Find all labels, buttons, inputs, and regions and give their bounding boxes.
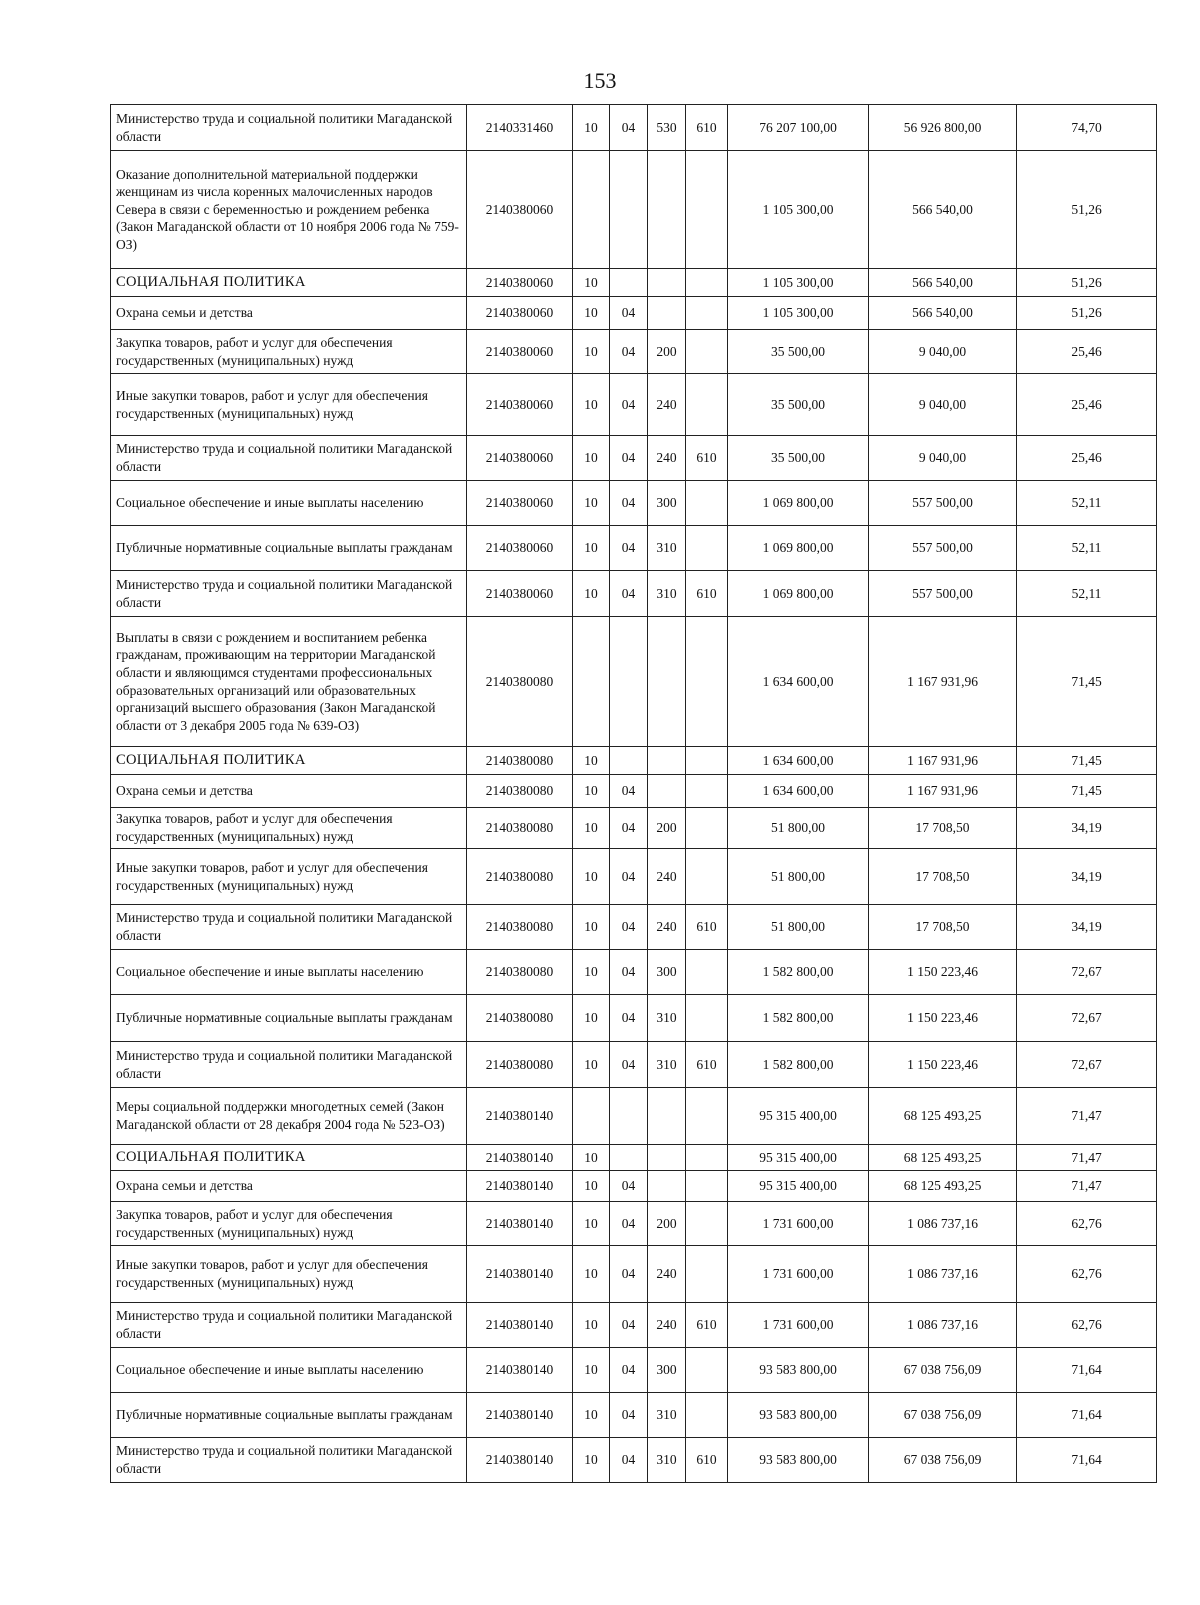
administrator-code: 610 [686,105,728,151]
target-code: 2140380140 [467,1171,573,1202]
item-name: Министерство труда и социальной политики Магаданской области [111,1303,467,1348]
actual-amount: 557 500,00 [869,571,1017,617]
target-code: 2140380060 [467,297,573,330]
actual-amount: 68 125 493,25 [869,1171,1017,1202]
target-code: 2140380060 [467,526,573,571]
subsection-code: 04 [610,1202,648,1246]
target-code: 2140380080 [467,775,573,808]
planned-amount: 35 500,00 [728,374,869,436]
subsection-code [610,617,648,747]
subsection-code [610,1088,648,1145]
expense-type-code: 240 [648,1303,686,1348]
planned-amount: 1 105 300,00 [728,297,869,330]
subsection-code: 04 [610,481,648,526]
section-code: 10 [573,950,610,995]
expense-type-code: 300 [648,481,686,526]
expense-type-code: 310 [648,1393,686,1438]
administrator-code [686,374,728,436]
subsection-code: 04 [610,1438,648,1483]
item-name: СОЦИАЛЬНАЯ ПОЛИТИКА [111,269,467,297]
item-name: Министерство труда и социальной политики Магаданской области [111,1042,467,1088]
execution-percent: 71,64 [1017,1393,1157,1438]
table-row [111,526,1157,571]
actual-amount: 67 038 756,09 [869,1438,1017,1483]
section-code: 10 [573,481,610,526]
actual-amount: 17 708,50 [869,905,1017,950]
execution-percent: 71,64 [1017,1348,1157,1393]
expense-type-code [648,269,686,297]
section-code: 10 [573,269,610,297]
planned-amount: 1 634 600,00 [728,617,869,747]
planned-amount: 93 583 800,00 [728,1393,869,1438]
actual-amount: 9 040,00 [869,330,1017,374]
subsection-code: 04 [610,105,648,151]
execution-percent: 34,19 [1017,808,1157,849]
administrator-code: 610 [686,905,728,950]
administrator-code [686,269,728,297]
table-row [111,571,1157,617]
table-row [111,1303,1157,1348]
section-code: 10 [573,747,610,775]
section-code: 10 [573,1042,610,1088]
subsection-code [610,269,648,297]
administrator-code [686,747,728,775]
section-code: 10 [573,775,610,808]
section-code: 10 [573,436,610,481]
item-name: Министерство труда и социальной политики Магаданской области [111,105,467,151]
target-code: 2140380080 [467,808,573,849]
administrator-code [686,151,728,269]
administrator-code: 610 [686,436,728,481]
section-code: 10 [573,105,610,151]
target-code: 2140380140 [467,1438,573,1483]
execution-percent: 34,19 [1017,849,1157,905]
execution-percent: 62,76 [1017,1303,1157,1348]
execution-percent: 71,47 [1017,1171,1157,1202]
planned-amount: 51 800,00 [728,808,869,849]
item-name: Публичные нормативные социальные выплаты гражданам [111,995,467,1042]
section-code [573,617,610,747]
execution-percent: 71,45 [1017,775,1157,808]
table-row [111,747,1157,775]
section-code: 10 [573,526,610,571]
subsection-code: 04 [610,950,648,995]
planned-amount: 1 731 600,00 [728,1246,869,1303]
target-code: 2140380080 [467,849,573,905]
target-code: 2140380080 [467,905,573,950]
actual-amount: 68 125 493,25 [869,1145,1017,1171]
planned-amount: 1 731 600,00 [728,1303,869,1348]
expense-type-code: 530 [648,105,686,151]
subsection-code: 04 [610,849,648,905]
planned-amount: 1 069 800,00 [728,571,869,617]
administrator-code [686,1171,728,1202]
section-code: 10 [573,571,610,617]
item-name: Охрана семьи и детства [111,1171,467,1202]
execution-percent: 71,64 [1017,1438,1157,1483]
section-code: 10 [573,808,610,849]
administrator-code [686,1393,728,1438]
expense-type-code: 310 [648,526,686,571]
section-code: 10 [573,1202,610,1246]
planned-amount: 1 105 300,00 [728,269,869,297]
actual-amount: 1 086 737,16 [869,1246,1017,1303]
item-name: Иные закупки товаров, работ и услуг для обеспечения государственных (муниципальных) нужд [111,374,467,436]
administrator-code [686,1202,728,1246]
actual-amount: 1 086 737,16 [869,1202,1017,1246]
actual-amount: 1 086 737,16 [869,1303,1017,1348]
planned-amount: 51 800,00 [728,905,869,950]
actual-amount: 1 167 931,96 [869,617,1017,747]
execution-percent: 25,46 [1017,374,1157,436]
subsection-code: 04 [610,297,648,330]
execution-percent: 34,19 [1017,905,1157,950]
expense-type-code [648,1145,686,1171]
section-code: 10 [573,1348,610,1393]
administrator-code [686,775,728,808]
expense-type-code [648,1088,686,1145]
administrator-code [686,1348,728,1393]
item-name: Социальное обеспечение и иные выплаты населению [111,950,467,995]
planned-amount: 93 583 800,00 [728,1348,869,1393]
actual-amount: 1 167 931,96 [869,775,1017,808]
actual-amount: 1 167 931,96 [869,747,1017,775]
execution-percent: 25,46 [1017,330,1157,374]
section-code [573,1088,610,1145]
target-code: 2140380080 [467,747,573,775]
table-row [111,1202,1157,1246]
actual-amount: 9 040,00 [869,436,1017,481]
actual-amount: 557 500,00 [869,526,1017,571]
expense-type-code [648,151,686,269]
actual-amount: 566 540,00 [869,297,1017,330]
target-code: 2140331460 [467,105,573,151]
subsection-code: 04 [610,1042,648,1088]
target-code: 2140380080 [467,1042,573,1088]
target-code: 2140380080 [467,995,573,1042]
section-code: 10 [573,330,610,374]
expense-type-code: 240 [648,1246,686,1303]
expense-type-code: 310 [648,1042,686,1088]
section-code: 10 [573,1438,610,1483]
table-row [111,1393,1157,1438]
planned-amount: 76 207 100,00 [728,105,869,151]
item-name: Министерство труда и социальной политики Магаданской области [111,1438,467,1483]
execution-percent: 71,47 [1017,1145,1157,1171]
target-code: 2140380140 [467,1145,573,1171]
table-row [111,105,1157,151]
target-code: 2140380060 [467,151,573,269]
target-code: 2140380060 [467,481,573,526]
execution-percent: 52,11 [1017,481,1157,526]
administrator-code: 610 [686,1438,728,1483]
section-code: 10 [573,1246,610,1303]
target-code: 2140380140 [467,1348,573,1393]
item-name: Закупка товаров, работ и услуг для обеспечения государственных (муниципальных) нужд [111,1202,467,1246]
expense-type-code: 310 [648,571,686,617]
expense-type-code: 200 [648,330,686,374]
expense-type-code: 300 [648,1348,686,1393]
section-code [573,151,610,269]
execution-percent: 74,70 [1017,105,1157,151]
item-name: Публичные нормативные социальные выплаты гражданам [111,1393,467,1438]
item-name: Иные закупки товаров, работ и услуг для обеспечения государственных (муниципальных) нужд [111,849,467,905]
planned-amount: 1 634 600,00 [728,775,869,808]
administrator-code [686,808,728,849]
expense-type-code [648,775,686,808]
planned-amount: 1 105 300,00 [728,151,869,269]
actual-amount: 1 150 223,46 [869,995,1017,1042]
expense-type-code [648,617,686,747]
expense-type-code [648,747,686,775]
actual-amount: 1 150 223,46 [869,950,1017,995]
subsection-code: 04 [610,905,648,950]
administrator-code [686,995,728,1042]
administrator-code [686,481,728,526]
subsection-code: 04 [610,995,648,1042]
expense-type-code: 200 [648,808,686,849]
expense-type-code [648,1171,686,1202]
table-row [111,950,1157,995]
execution-percent: 71,45 [1017,747,1157,775]
subsection-code: 04 [610,1393,648,1438]
target-code: 2140380140 [467,1246,573,1303]
planned-amount: 35 500,00 [728,330,869,374]
expense-type-code [648,297,686,330]
section-code: 10 [573,1171,610,1202]
table-row [111,1246,1157,1303]
table-row [111,1088,1157,1145]
table-row [111,481,1157,526]
subsection-code: 04 [610,1171,648,1202]
target-code: 2140380080 [467,617,573,747]
administrator-code [686,617,728,747]
actual-amount: 9 040,00 [869,374,1017,436]
section-code: 10 [573,995,610,1042]
table-row [111,995,1157,1042]
actual-amount: 1 150 223,46 [869,1042,1017,1088]
planned-amount: 35 500,00 [728,436,869,481]
planned-amount: 1 582 800,00 [728,950,869,995]
section-code: 10 [573,297,610,330]
section-code: 10 [573,1145,610,1171]
administrator-code: 610 [686,571,728,617]
administrator-code [686,297,728,330]
subsection-code [610,1145,648,1171]
planned-amount: 1 069 800,00 [728,526,869,571]
planned-amount: 95 315 400,00 [728,1088,869,1145]
execution-percent: 51,26 [1017,151,1157,269]
actual-amount: 56 926 800,00 [869,105,1017,151]
item-name: Охрана семьи и детства [111,297,467,330]
execution-percent: 52,11 [1017,571,1157,617]
item-name: Меры социальной поддержки многодетных семей (Закон Магаданской области от 28 декабря 2004 года № 523-ОЗ) [111,1088,467,1145]
table-row [111,1171,1157,1202]
subsection-code: 04 [610,526,648,571]
administrator-code [686,1088,728,1145]
execution-percent: 51,26 [1017,269,1157,297]
administrator-code [686,1246,728,1303]
actual-amount: 67 038 756,09 [869,1348,1017,1393]
administrator-code [686,1145,728,1171]
administrator-code [686,950,728,995]
execution-percent: 72,67 [1017,950,1157,995]
actual-amount: 67 038 756,09 [869,1393,1017,1438]
subsection-code: 04 [610,1348,648,1393]
table-body [111,105,1157,1483]
target-code: 2140380080 [467,950,573,995]
expense-type-code: 200 [648,1202,686,1246]
section-code: 10 [573,905,610,950]
planned-amount: 1 634 600,00 [728,747,869,775]
item-name: Министерство труда и социальной политики Магаданской области [111,905,467,950]
subsection-code: 04 [610,374,648,436]
target-code: 2140380140 [467,1088,573,1145]
planned-amount: 95 315 400,00 [728,1171,869,1202]
table-row [111,849,1157,905]
administrator-code: 610 [686,1303,728,1348]
item-name: Министерство труда и социальной политики Магаданской области [111,436,467,481]
administrator-code: 610 [686,1042,728,1088]
item-name: Закупка товаров, работ и услуг для обеспечения государственных (муниципальных) нужд [111,330,467,374]
planned-amount: 1 582 800,00 [728,995,869,1042]
section-code: 10 [573,1393,610,1438]
execution-percent: 72,67 [1017,1042,1157,1088]
table-row [111,1042,1157,1088]
page-number: 153 [583,68,617,93]
subsection-code [610,747,648,775]
item-name: Выплаты в связи с рождением и воспитанием ребенка гражданам, проживающим на территории Магаданской области и являющимся студентами профессиональных образовательных организаций или образовательных организаций высшего образования (Закон Магаданской области от 3 декабря 2005 года № 639-ОЗ) [111,617,467,747]
subsection-code: 04 [610,330,648,374]
execution-percent: 71,47 [1017,1088,1157,1145]
expense-type-code: 240 [648,436,686,481]
table-row [111,436,1157,481]
administrator-code [686,849,728,905]
planned-amount: 51 800,00 [728,849,869,905]
item-name: Социальное обеспечение и иные выплаты населению [111,1348,467,1393]
item-name: Министерство труда и социальной политики Магаданской области [111,571,467,617]
expense-type-code: 310 [648,995,686,1042]
item-name: Закупка товаров, работ и услуг для обеспечения государственных (муниципальных) нужд [111,808,467,849]
target-code: 2140380060 [467,374,573,436]
actual-amount: 68 125 493,25 [869,1088,1017,1145]
expense-type-code: 240 [648,374,686,436]
target-code: 2140380060 [467,330,573,374]
item-name: Охрана семьи и детства [111,775,467,808]
table-row [111,1348,1157,1393]
target-code: 2140380140 [467,1393,573,1438]
table-row [111,330,1157,374]
table-row [111,617,1157,747]
actual-amount: 566 540,00 [869,269,1017,297]
table-row [111,269,1157,297]
planned-amount: 1 582 800,00 [728,1042,869,1088]
administrator-code [686,526,728,571]
item-name: Оказание дополнительной материальной поддержки женщинам из числа коренных малочисленных народов Севера в связи с беременностью и рождением ребенка (Закон Магаданской области от 10 ноября 2006 года № 759-ОЗ) [111,151,467,269]
execution-percent: 71,45 [1017,617,1157,747]
subsection-code: 04 [610,436,648,481]
subsection-code: 04 [610,808,648,849]
execution-percent: 62,76 [1017,1246,1157,1303]
expense-type-code: 310 [648,1438,686,1483]
expense-type-code: 300 [648,950,686,995]
table-row [111,374,1157,436]
budget-table [110,104,1157,1483]
table-row [111,775,1157,808]
subsection-code [610,151,648,269]
actual-amount: 557 500,00 [869,481,1017,526]
target-code: 2140380060 [467,269,573,297]
target-code: 2140380140 [467,1202,573,1246]
execution-percent: 25,46 [1017,436,1157,481]
execution-percent: 51,26 [1017,297,1157,330]
actual-amount: 17 708,50 [869,849,1017,905]
execution-percent: 62,76 [1017,1202,1157,1246]
subsection-code: 04 [610,775,648,808]
section-code: 10 [573,1303,610,1348]
item-name: Социальное обеспечение и иные выплаты населению [111,481,467,526]
target-code: 2140380140 [467,1303,573,1348]
target-code: 2140380060 [467,436,573,481]
table-row [111,297,1157,330]
item-name: СОЦИАЛЬНАЯ ПОЛИТИКА [111,747,467,775]
planned-amount: 93 583 800,00 [728,1438,869,1483]
item-name: Публичные нормативные социальные выплаты гражданам [111,526,467,571]
expense-type-code: 240 [648,849,686,905]
item-name: Иные закупки товаров, работ и услуг для обеспечения государственных (муниципальных) нужд [111,1246,467,1303]
subsection-code: 04 [610,1246,648,1303]
section-code: 10 [573,374,610,436]
actual-amount: 566 540,00 [869,151,1017,269]
subsection-code: 04 [610,1303,648,1348]
table-row [111,808,1157,849]
target-code: 2140380060 [467,571,573,617]
table-row [111,1438,1157,1483]
administrator-code [686,330,728,374]
section-code: 10 [573,849,610,905]
table-row [111,905,1157,950]
execution-percent: 72,67 [1017,995,1157,1042]
table-row [111,151,1157,269]
subsection-code: 04 [610,571,648,617]
planned-amount: 95 315 400,00 [728,1145,869,1171]
planned-amount: 1 731 600,00 [728,1202,869,1246]
planned-amount: 1 069 800,00 [728,481,869,526]
item-name: СОЦИАЛЬНАЯ ПОЛИТИКА [111,1145,467,1171]
execution-percent: 52,11 [1017,526,1157,571]
actual-amount: 17 708,50 [869,808,1017,849]
expense-type-code: 240 [648,905,686,950]
table-row [111,1145,1157,1171]
